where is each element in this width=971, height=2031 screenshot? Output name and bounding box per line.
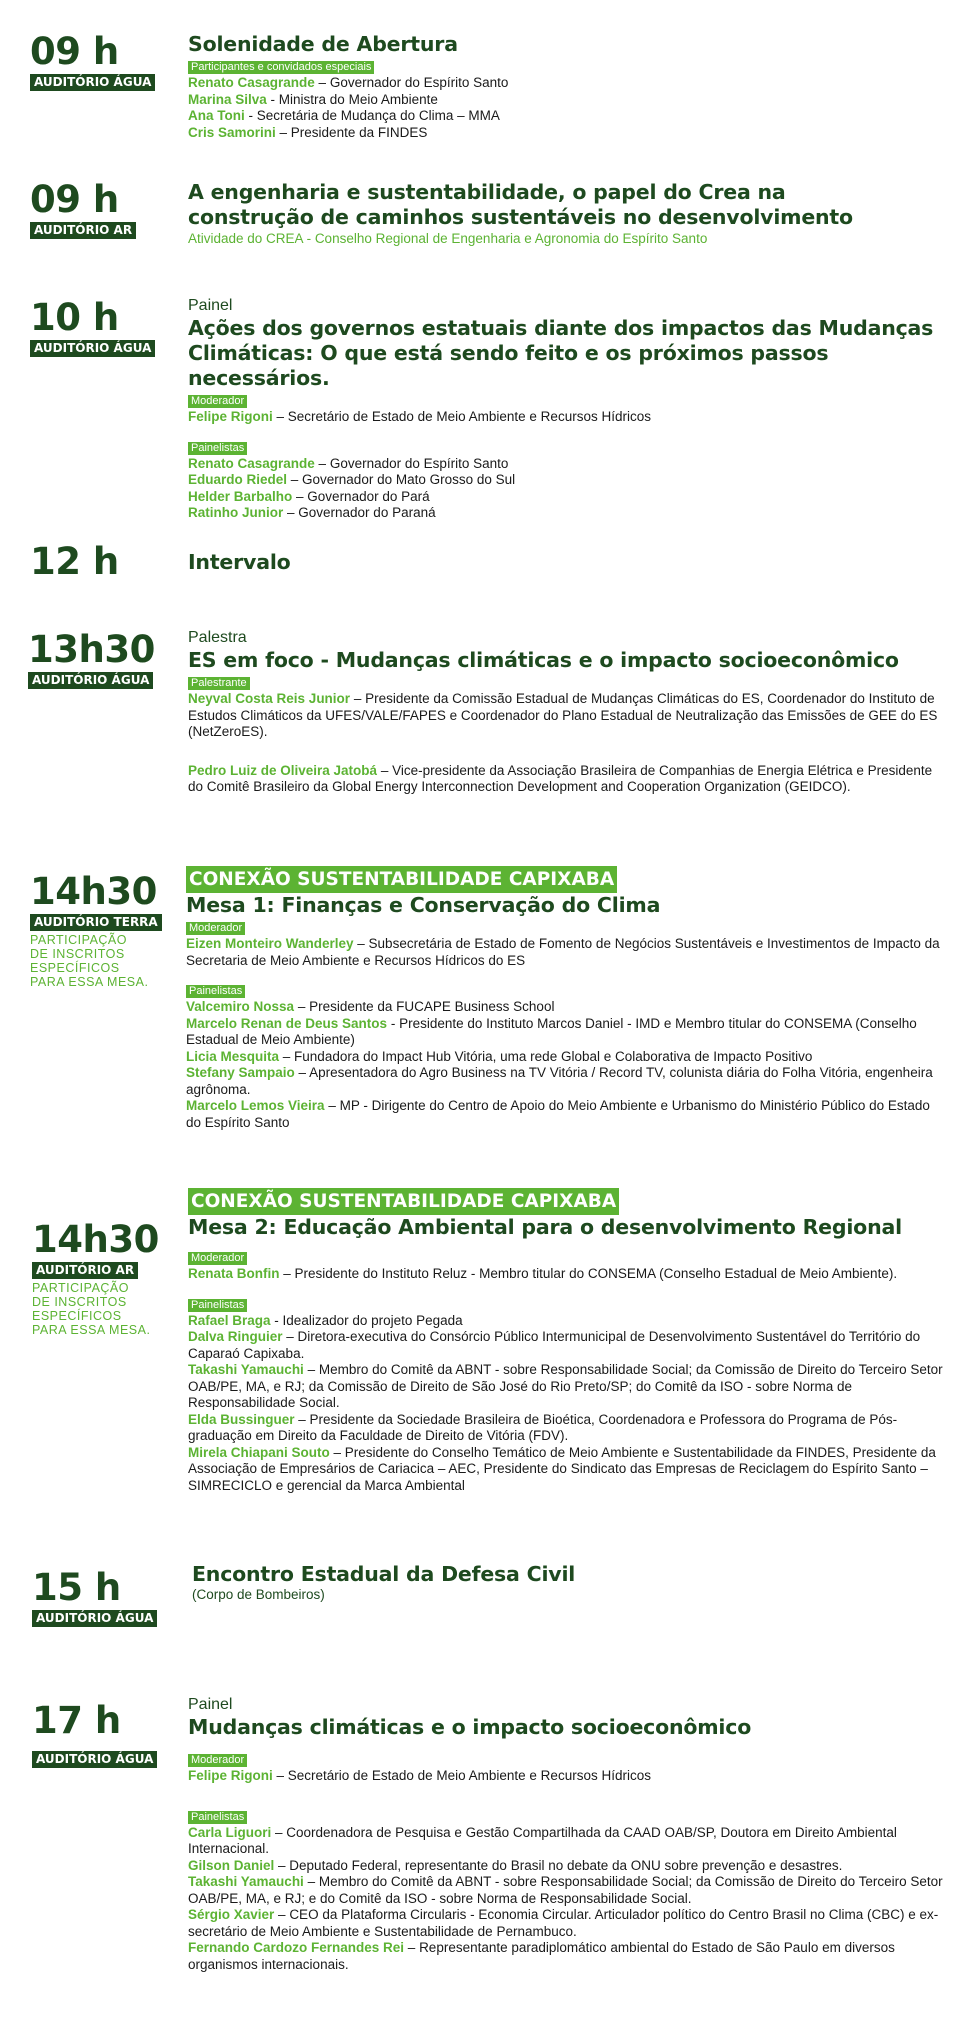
separator: - (244, 108, 257, 123)
person-name: Pedro Luiz de Oliveira Jatobá (188, 762, 378, 778)
session-time: 10 h (30, 296, 119, 339)
person-name: Renato Casagrande (188, 75, 315, 90)
person-role: CEO da Plataforma Circularis - Economia Circular. Articulador político do Centro Brasil no Clima (CBC) e ex-secretário de Meio Ambiente e Sustentabilidade de Pernambuco. (188, 1907, 939, 1939)
person-entry (188, 409, 948, 426)
person-name: Sérgio Xavier (188, 1907, 275, 1922)
separator: – (353, 936, 369, 951)
separator: – (292, 488, 308, 504)
separator: - (270, 1312, 283, 1328)
person-role: Apresentadora do Agro Business na TV Vitória / Record TV, colunista diária do Folha Vitória, engenheira agrônoma. (186, 1065, 933, 1097)
separator: – (294, 999, 310, 1014)
person-name: Helder Barbalho (188, 488, 293, 504)
person-role: Presidente do Instituto Reluz - Membro titular do CONSEMA (Conselho Estadual de Meio Ambiente). (294, 1266, 898, 1281)
person-name: Marcelo Renan de Deus Santos (186, 1015, 388, 1031)
separator: – (272, 409, 288, 424)
person-name: Marcelo Lemos Vieira (186, 1098, 325, 1113)
separator: – (294, 1065, 310, 1080)
person-role: Governador do Espírito Santo (329, 75, 509, 90)
person-entry (188, 1940, 948, 1973)
person-role: Secretário de Estado de Meio Ambiente e Recursos Hídricos (287, 1768, 651, 1783)
person-name: Eduardo Riedel (188, 472, 288, 487)
person-role: MP - Dirigente do Centro de Apoio do Meio Ambiente e Urbanismo do Ministério Público do Estado do Espírito Santo (186, 1098, 930, 1130)
session-time: 15 h (32, 1566, 121, 1609)
person-role: Governador do Pará (307, 488, 430, 504)
person-role: Idealizador do projeto Pegada (282, 1312, 463, 1328)
person-name: Mirela Chiapani Souto (188, 1444, 330, 1460)
role-tag: Painelistas (186, 985, 245, 998)
person-role: Subsecretária de Estado de Fomento de Negócios Sustentáveis e Investimentos de Impacto da Secretaria de Meio Ambiente e Recursos Hídricos do ES (186, 936, 940, 968)
separator: – (303, 1362, 319, 1377)
separator: – (274, 1907, 290, 1922)
person-role: Presidente da FINDES (290, 124, 428, 140)
person-entry (186, 1098, 946, 1131)
person-name: Stefany Sampaio (186, 1065, 295, 1080)
role-tag: Moderador (188, 1252, 247, 1265)
person-role: Coordenadora de Pesquisa e Gestão Compartilhada da CAAD OAB/SP, Doutora em Direito Ambiental Internacional. (188, 1824, 897, 1856)
person-name: Rafael Braga (188, 1312, 271, 1328)
separator: – (314, 75, 330, 90)
person-name: Licia Mesquita (186, 1048, 280, 1064)
room-badge: AUDITÓRIO ÁGUA (32, 1610, 157, 1627)
person-entry (188, 1907, 948, 1940)
person-role: Governador do Mato Grosso do Sul (302, 472, 516, 487)
session-title-line: A engenharia e sustentabilidade, o papel do Crea na (188, 180, 786, 204)
person-entry (188, 1362, 948, 1412)
person-entry (188, 92, 948, 109)
separator: – (279, 1266, 295, 1281)
session-time: 09 h (30, 30, 119, 73)
person-entry (188, 1858, 948, 1875)
person-role: Secretária de Mudança do Clima – MMA (256, 108, 500, 123)
person-role: Deputado Federal, representante do Brasil no debate da ONU sobre prevenção e desastres. (289, 1857, 843, 1873)
separator: – (279, 1048, 295, 1064)
separator: – (350, 691, 366, 706)
separator: – (287, 472, 303, 487)
person-name: Fernando Cardozo Fernandes Rei (188, 1940, 405, 1955)
person-role: Presidente do Conselho Temático de Meio Ambiente e Sustentabilidade da FINDES, Presidente da Associação de Empresários de Cariacica – AEC, Presidente do Sindicato das Empresas de Reciclagem do Espírito Santo – SIMRECICLO e gerencial da Marca Ambiental (188, 1444, 936, 1493)
person-name: Renato Casagrande (188, 455, 315, 471)
person-name: Carla Liguori (188, 1824, 272, 1840)
person-entry (188, 1445, 948, 1495)
role-tag: Moderador (186, 922, 245, 935)
session-title: Solenidade de Abertura (188, 32, 458, 56)
room-badge: AUDITÓRIO ÁGUA (28, 672, 153, 689)
person-entry (188, 1768, 948, 1785)
role-tag: Painelistas (188, 442, 247, 455)
session-title: Mudanças climáticas e o impacto socioeconômico (188, 1715, 752, 1739)
person-name: Gilson Daniel (188, 1857, 275, 1873)
room-badge: AUDITÓRIO ÁGUA (30, 340, 155, 357)
separator: – (271, 1824, 287, 1840)
role-tag: Moderador (188, 1754, 247, 1767)
session-subtitle: Atividade do CREA - Conselho Regional de Engenharia e Agronomia do Espírito Santo (188, 231, 708, 246)
person-name: Cris Samorini (188, 124, 276, 140)
role-tag: Painelistas (188, 1811, 247, 1824)
person-entry (188, 1313, 948, 1330)
separator: - (266, 91, 279, 107)
person-entry (188, 1825, 948, 1858)
person-name: Felipe Rigoni (188, 1768, 273, 1783)
participation-note: PARTICIPAÇÃO DE INSCRITOS ESPECÍFICOS PARA ESSA MESA. (30, 933, 149, 989)
session-time: 09 h (30, 178, 119, 221)
session-time: 17 h (32, 1699, 121, 1742)
separator: – (314, 455, 330, 471)
role-tag: Moderador (188, 395, 247, 408)
person-entry (188, 505, 948, 522)
separator: – (303, 1874, 319, 1889)
person-entry (188, 763, 948, 796)
session-time: 14h30 (32, 1218, 159, 1261)
person-name: Neyval Costa Reis Junior (188, 691, 351, 706)
person-role: Secretário de Estado de Meio Ambiente e Recursos Hídricos (287, 409, 651, 424)
person-role: Representante paradiplomático ambiental do Estado de São Paulo em diversos organismos internacionais. (188, 1940, 895, 1972)
session-title: Mesa 1: Finanças e Conservação do Clima (186, 893, 661, 917)
person-role: Presidente da FUCAPE Business School (309, 999, 555, 1014)
person-name: Eizen Monteiro Wanderley (186, 936, 354, 951)
separator: – (404, 1940, 420, 1955)
session-time: 12 h (30, 540, 119, 583)
person-entry (188, 125, 948, 142)
person-entry (188, 1266, 948, 1283)
person-role: Presidente do Instituto Marcos Daniel - IMD e Membro titular do CONSEMA (Conselho Estadual de Meio Ambiente) (186, 1015, 917, 1047)
conexao-banner: CONEXÃO SUSTENTABILIDADE CAPIXABA (188, 1188, 619, 1215)
person-entry (186, 1065, 946, 1098)
session-title: Encontro Estadual da Defesa Civil (192, 1562, 576, 1586)
person-name: Ratinho Junior (188, 505, 284, 520)
room-badge: AUDITÓRIO ÁGUA (32, 1751, 157, 1768)
person-entry (186, 999, 946, 1016)
separator: - (387, 1015, 400, 1031)
person-role: Membro do Comitê da ABNT - sobre Responsabilidade Social; da Comissão de Direito do Terceiro Setor OAB/PE, MA, e RJ; da Comissão de Direito de São José do Rio Preto/SP; do Comitê da ISO - sobre Norma de Responsabilidade Social. (188, 1362, 943, 1410)
separator: – (275, 124, 291, 140)
person-role: Fundadora do Impact Hub Vitória, uma rede Global e Colaborativa de Impacto Positivo (294, 1048, 813, 1064)
room-badge: AUDITÓRIO AR (30, 222, 136, 239)
session-title: ES em foco - Mudanças climáticas e o impacto socioeconômico (188, 648, 899, 672)
separator: – (272, 1768, 288, 1783)
person-entry (188, 108, 948, 125)
role-tag: Palestrante (188, 677, 250, 690)
person-role: Presidente da Sociedade Brasileira de Bioética, Coordenadora e Professora do Programa de Pós-graduação em Direito da Faculdade de Direito de Vitória (FDV). (188, 1411, 898, 1443)
conexao-banner: CONEXÃO SUSTENTABILIDADE CAPIXABA (186, 866, 617, 893)
separator: – (283, 505, 299, 520)
separator: – (282, 1329, 298, 1344)
person-role: Governador do Paraná (298, 505, 436, 520)
person-role: Diretora-executiva do Consórcio Público Intermunicipal de Desenvolvimento Sustentável do Território do Caparaó Capixaba. (188, 1329, 921, 1361)
session-type: Palestra (188, 629, 247, 646)
session-title-line: Ações dos governos estatuais diante dos impactos das Mudanças (188, 316, 934, 340)
person-role: Ministra do Meio Ambiente (278, 91, 438, 107)
person-name: Takashi Yamauchi (188, 1874, 304, 1889)
separator: – (274, 1857, 290, 1873)
room-badge: AUDITÓRIO AR (32, 1262, 138, 1279)
session-note: (Corpo de Bombeiros) (192, 1587, 325, 1602)
person-role: Governador do Espírito Santo (329, 455, 509, 471)
person-entry (188, 75, 948, 92)
person-entry (188, 489, 948, 506)
person-entry (186, 1016, 946, 1049)
room-badge: AUDITÓRIO TERRA (30, 914, 162, 931)
person-entry (188, 1874, 948, 1907)
session-title-line: Climáticas: O que está sendo feito e os próximos passos necessários. (188, 341, 829, 390)
person-name: Valcemiro Nossa (186, 999, 295, 1014)
room-badge: AUDITÓRIO ÁGUA (30, 74, 155, 91)
session-type: Painel (188, 1696, 233, 1713)
person-entry (188, 1329, 948, 1362)
person-name: Felipe Rigoni (188, 409, 273, 424)
person-name: Ana Toni (188, 108, 245, 123)
person-entry (188, 472, 948, 489)
person-role: Presidente da Comissão Estadual de Mudanças Climáticas do ES, Coordenador do Instituto de Estudos Climáticos da UFES/VALE/FAPES e Coordenador do Plano Estadual de Neutralização das Emissões de GEE do ES (NetZeroES). (188, 691, 938, 739)
person-entry (188, 691, 948, 741)
session-time: 14h30 (30, 870, 157, 913)
separator: – (377, 762, 393, 778)
person-entry (186, 936, 946, 969)
separator: – (294, 1411, 310, 1427)
person-entry (188, 456, 948, 473)
session-time: 13h30 (28, 628, 155, 671)
person-name: Dalva Ringuier (188, 1329, 283, 1344)
session-title-line: construção de caminhos sustentáveis no desenvolvimento (188, 205, 853, 229)
person-name: Takashi Yamauchi (188, 1362, 304, 1377)
separator: – (324, 1098, 340, 1113)
person-role: Vice-presidente da Associação Brasileira de Companhias de Energia Elétrica e Presidente do Comitê Brasileiro da Global Energy Interconnection Development and Cooperation Organization (GEIDCO). (188, 762, 933, 794)
role-tag: Painelistas (188, 1299, 247, 1312)
participation-note: PARTICIPAÇÃO DE INSCRITOS ESPECÍFICOS PARA ESSA MESA. (32, 1281, 151, 1337)
person-entry (188, 1412, 948, 1445)
person-name: Renata Bonfin (188, 1266, 280, 1281)
person-role: Membro do Comitê da ABNT - sobre Responsabilidade Social; da Comissão de Direito do Terceiro Setor OAB/PE, MA, e RJ; e do Comitê da ISO - sobre Norma de Responsabilidade Social. (188, 1874, 943, 1906)
separator: – (329, 1444, 345, 1460)
role-tag: Participantes e convidados especiais (188, 61, 374, 74)
session-type: Painel (188, 297, 233, 314)
person-entry (186, 1049, 946, 1066)
person-name: Elda Bussinguer (188, 1411, 295, 1427)
session-title: Intervalo (188, 550, 291, 574)
session-title: Mesa 2: Educação Ambiental para o desenvolvimento Regional (188, 1215, 902, 1239)
person-name: Marina Silva (188, 91, 267, 107)
